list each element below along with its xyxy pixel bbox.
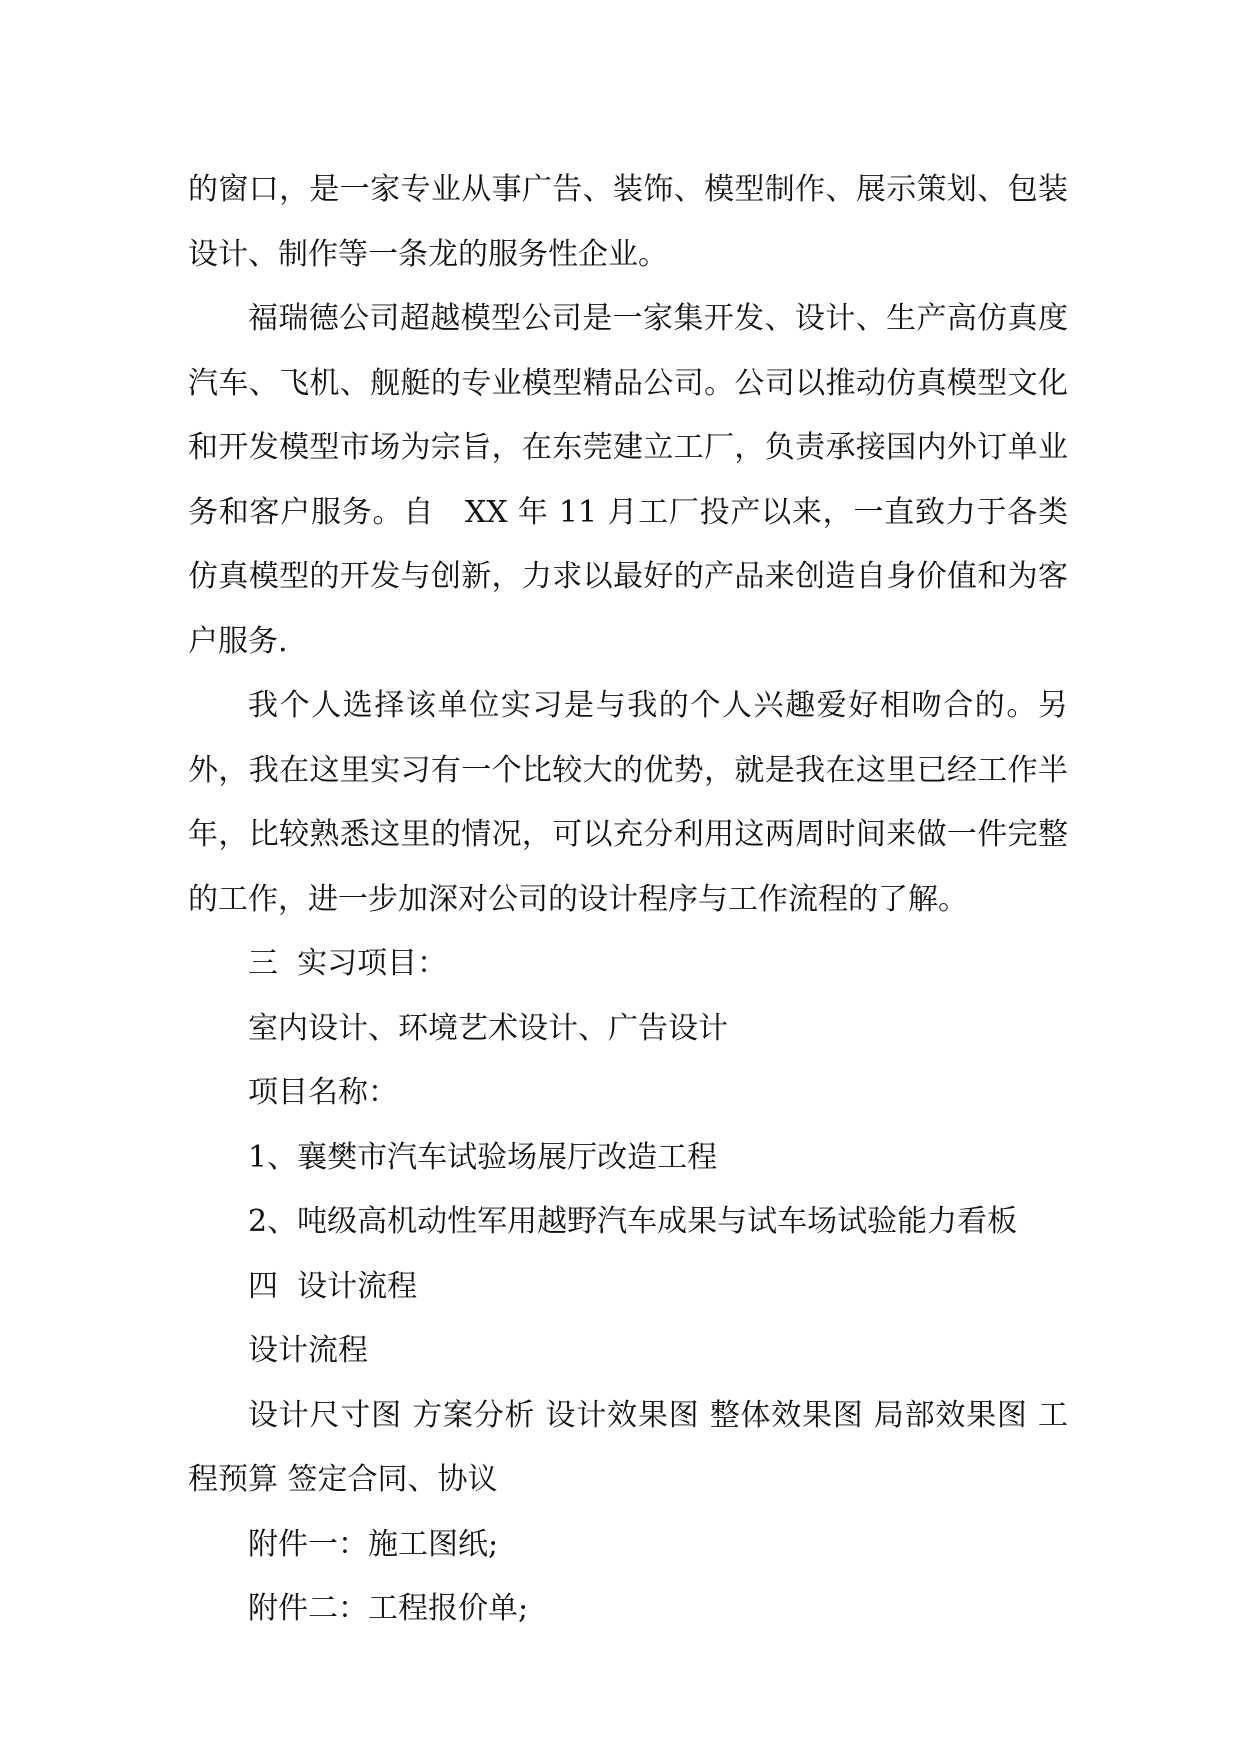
paragraph-internship-reason: 我个人选择该单位实习是与我的个人兴趣爱好相吻合的。另外，我在这里实习有一个比较大的优势，就是我在这里已经工作半年，比较熟悉这里的情况，可以充分利用这两周时间来做一件完整的工作，进一步加深对公司的设计程序与工作流程的了解。: [188, 688, 1068, 917]
attachment-2: 附件二：工程报价单;: [248, 1591, 529, 1626]
paragraph-company-intro-end: 的窗口，是一家专业从事广告、装饰、模型制作、展示策划、包装设计、制作等一条龙的服务性企业。: [188, 172, 1068, 272]
label-project-name: 项目名称：: [248, 1075, 398, 1110]
attachment-1: 附件一：施工图纸;: [248, 1526, 499, 1562]
subheading-design-process: 设计流程: [248, 1333, 368, 1368]
heading-design-process: 四 设计流程: [248, 1268, 418, 1304]
document-body: [188, 158, 1068, 1642]
list-item-project-1: 1、襄樊市汽车试验场展厅改造工程: [248, 1139, 718, 1175]
paragraph-model-company: 福瑞德公司超越模型公司是一家集开发、设计、生产高仿真度汽车、飞机、舰艇的专业模型精品公司。公司以推动仿真模型文化和开发模型市场为宗旨，在东莞建立工厂，负责承接国内外订单业务和客户服务。自 XX 年 11 月工厂投产以来，一直致力于各类仿真模型的开发与创新，力求以最好的产品来创造自身价值和为客户服务.: [188, 301, 1068, 659]
paragraph-design-fields: 室内设计、环境艺术设计、广告设计: [248, 1010, 728, 1046]
paragraph-process-steps: 设计尺寸图 方案分析 设计效果图 整体效果图 局部效果图 工程预算 签定合同、协议: [188, 1397, 1068, 1497]
heading-internship-projects: 三 实习项目：: [248, 946, 448, 981]
list-item-project-2: 2、吨级高机动性军用越野汽车成果与试车场试验能力看板: [248, 1204, 1018, 1239]
